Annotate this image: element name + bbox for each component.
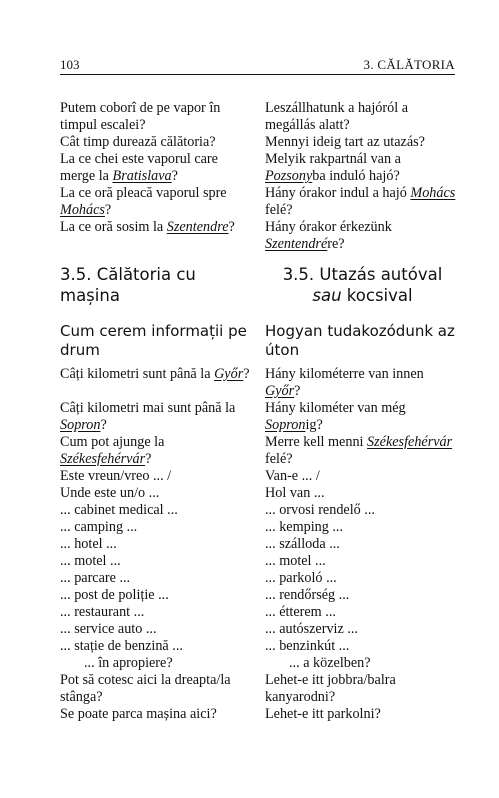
phrase-line [265,706,460,723]
phrase-text: ? [171,168,178,184]
phrase-text: Unde este un/o ... [60,485,160,501]
phrase-line [60,570,258,587]
place-name: Bratislava [112,168,172,184]
phrase-line [60,604,258,621]
phrase-text: ... orvosi rendelő ... [265,502,375,518]
phrase-text: ... în apropiere? [84,655,173,671]
subsection-title-romanian [60,322,258,360]
phrase-text: Putem coborî de pe vapor în [60,100,221,116]
phrase-text: ... kemping ... [265,519,344,535]
place-name: Pozsony [265,168,313,184]
phrase-text: Hol van ... [265,485,325,501]
phrase-text: Hány kilométer van még [265,400,406,416]
place-name: Székesfehérvár [367,434,453,450]
phrase-text: kanyarodni? [265,689,336,705]
page-header [60,57,455,75]
place-name: Győr [214,366,244,382]
place-name: Sopron [60,417,101,433]
phrase-text: Melyik rakpartnál van a [265,151,401,167]
section-title-romanian: 3.5. Călătoria cu mașina [60,265,196,305]
phrase-text: felé? [265,202,293,218]
phrase-text: ... étterem ... [265,604,336,620]
phrase-line [60,151,258,168]
phrase-text: Hány órakor indul a hajó [265,185,411,201]
phrase-line [265,468,460,485]
section-title-hungarian [265,264,460,306]
chapter-title: 3. CĂLĂTORIA [363,57,455,72]
phrase-line [265,219,460,236]
phrase-text: ? [145,451,152,467]
phrase-line [60,672,258,689]
phrase-text: Hány órakor érkezünk [265,219,392,235]
phrase-line [265,519,460,536]
phrase-line [265,117,460,134]
phrase-line [265,502,460,519]
phrase-line [60,134,258,151]
phrase-line [60,202,258,219]
phrase-text: Pot să cotesc aici la dreapta/la [60,672,231,688]
place-name: Sopron [265,417,306,433]
phrase-line [60,451,258,468]
phrase-line [60,366,258,383]
phrase-line [265,451,460,468]
subsection-title-hungarian-line1: Hogyan tudakozódunk az [265,322,455,340]
place-name: Győr [265,383,295,399]
phrase-line [265,485,460,502]
phrase-line [60,219,258,236]
phrase-text: ... parcare ... [60,570,131,586]
phrase-text: ? [294,383,301,399]
phrase-text: Leszállhatunk a hajóról a [265,100,408,116]
phrase-line [265,604,460,621]
phrase-text: Lehet-e itt jobbra/balra [265,672,396,688]
phrase-line [265,570,460,587]
phrase-text: ... motel ... [60,553,121,569]
phrase-text: ? [100,417,107,433]
road-phrases-hungarian [265,366,460,723]
phrase-text: Lehet-e itt parkolni? [265,706,381,722]
phrase-line [265,638,460,655]
phrase-line [60,587,258,604]
phrase-line [265,417,460,434]
subsection-title-hungarian [265,322,460,360]
section-title-hungarian-line2 [265,285,460,306]
phrase-line [60,536,258,553]
phrase-text: Câți kilometri mai sunt până la [60,400,236,416]
ferry-phrases-romanian [60,100,258,236]
section-title-hungarian-line1: 3.5. Utazás autóval [282,265,443,284]
section-title-sau: sau [312,286,342,305]
phrase-text: ... stație de benzină ... [60,638,183,654]
header-rule [60,74,455,75]
phrase-text: felé? [265,451,293,467]
phrase-line [265,434,460,451]
phrase-line [60,689,258,706]
phrase-text: ? [243,366,250,382]
phrase-text: La ce oră pleacă vaporul spre [60,185,227,201]
phrase-text: ... restaurant ... [60,604,145,620]
phrase-line [265,655,460,672]
phrase-line [60,468,258,485]
phrase-text: merge la [60,168,113,184]
phrase-text: ... a közelben? [289,655,371,671]
phrase-line [265,100,460,117]
phrase-text: ba induló hajó? [312,168,400,184]
phrase-text: ... benzinkút ... [265,638,350,654]
subsection-title-hungarian-line2: úton [265,341,300,359]
phrase-line [265,553,460,570]
phrase-text: ... autószerviz ... [265,621,358,637]
phrase-text: ? [228,219,235,235]
phrase-text: ... szálloda ... [265,536,340,552]
phrase-text: ... motel ... [265,553,326,569]
phrase-text: ... parkoló ... [265,570,337,586]
phrase-text: Hány kilométerre van innen [265,366,424,382]
phrase-line [265,383,460,400]
place-name: Szentendré [265,236,328,252]
road-phrases-romanian [60,366,258,723]
phrase-text: Merre kell menni [265,434,368,450]
phrase-line [265,587,460,604]
phrase-text: ... camping ... [60,519,138,535]
phrase-line [60,706,258,723]
phrase-text: ... rendőrség ... [265,587,350,603]
phrase-line [60,185,258,202]
phrase-line [60,400,258,417]
phrase-text: Este vreun/vreo ... / [60,468,172,484]
phrase-line [60,621,258,638]
phrase-text: ig? [305,417,323,433]
phrase-line [265,366,460,383]
phrase-text: ? [104,202,112,218]
phrase-text: Van-e ... / [265,468,320,484]
phrase-line [265,168,460,185]
phrase-line [60,383,258,400]
phrase-line [60,117,258,134]
phrase-text: Se poate parca mașina aici? [60,706,217,722]
phrase-text: ... hotel ... [60,536,117,552]
phrase-line [265,236,460,253]
phrase-line [265,151,460,168]
phrase-text: stânga? [60,689,103,705]
phrase-line [60,100,258,117]
place-name: Szentendre [166,219,229,235]
place-name: Mohács [60,202,105,218]
phrase-line [265,202,460,219]
phrase-text: Câți kilometri sunt până la [60,366,215,382]
phrase-text: megállás alatt? [265,117,350,133]
page-number: 103 [60,57,80,72]
phrase-text: ... cabinet medical ... [60,502,178,518]
phrase-text: ... post de poliție ... [60,587,169,603]
phrase-line [60,655,258,672]
subsection-title-romanian-line1: Cum cerem informații pe [60,322,247,340]
phrase-line [265,689,460,706]
ferry-phrases-hungarian [265,100,460,253]
phrase-line [265,672,460,689]
phrase-text: re? [327,236,345,252]
phrase-text: La ce chei este vaporul care [60,151,218,167]
phrase-line [60,519,258,536]
phrase-line [265,134,460,151]
phrase-line [60,417,258,434]
phrase-line [60,434,258,451]
place-name: Mohács [410,185,456,201]
section-title-hungarian-rest: kocsival [341,286,413,305]
phrase-line [60,553,258,570]
phrase-line [60,502,258,519]
phrase-line [60,485,258,502]
phrase-text: La ce oră sosim la [60,219,167,235]
phrase-text: timpul escalei? [60,117,146,133]
phrase-text: Cum pot ajunge la [60,434,165,450]
phrase-text: Cât timp durează călătoria? [60,134,216,150]
phrase-line [265,536,460,553]
phrase-line [265,185,460,202]
phrase-line [60,638,258,655]
phrase-line [60,168,258,185]
phrase-text: Mennyi ideig tart az utazás? [265,134,425,150]
place-name: Székesfehérvár [60,451,146,467]
subsection-title-romanian-line2: drum [60,341,100,359]
phrase-text: ... service auto ... [60,621,157,637]
phrase-line [265,621,460,638]
phrase-line [265,400,460,417]
